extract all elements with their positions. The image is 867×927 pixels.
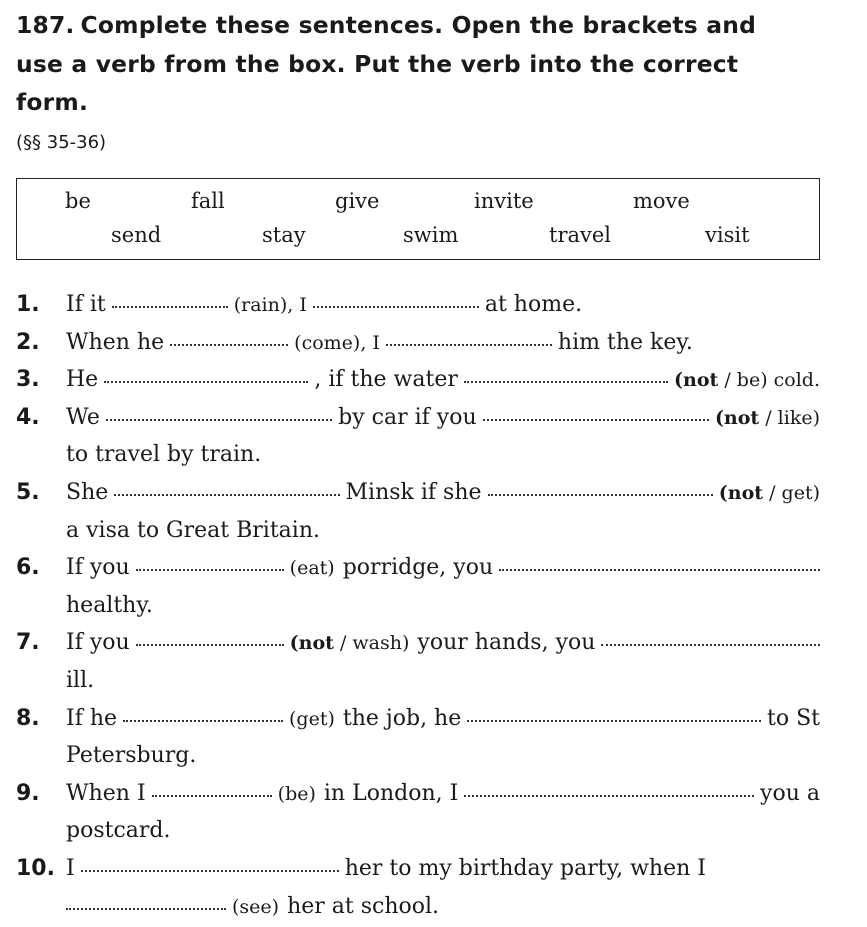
verb-hint: (rain), I <box>233 294 307 316</box>
blank[interactable] <box>464 380 668 383</box>
blank[interactable] <box>483 418 709 421</box>
item-number: 7. <box>16 630 40 656</box>
item-number: 2. <box>16 329 40 355</box>
blank[interactable] <box>152 794 272 797</box>
word-box <box>16 178 820 260</box>
blank[interactable] <box>386 343 552 346</box>
sentence-10: 10. I her to my birthday party, when I (see) her at school. <box>16 850 820 925</box>
heading-line-2: use a verb from the box. Put the verb into the correct <box>16 49 739 78</box>
continuation-text: postcard. <box>66 818 171 844</box>
blank[interactable] <box>601 643 820 646</box>
sentence-6: 6. If you (eat) porridge, you healthy. <box>16 549 820 624</box>
item-number: 9. <box>16 780 40 806</box>
exercise-number: 187. <box>16 11 75 39</box>
continuation-text: Petersburg. <box>66 743 197 769</box>
verb-hint: (eat) <box>289 557 335 580</box>
verb-hint: (not / be) cold. <box>674 369 821 392</box>
blank[interactable] <box>66 907 226 910</box>
blank[interactable] <box>136 643 284 646</box>
verb-hint: (see) <box>232 895 280 918</box>
blank[interactable] <box>114 493 339 496</box>
blank[interactable] <box>81 869 339 872</box>
word-send: send <box>111 222 162 247</box>
blank[interactable] <box>104 380 308 383</box>
item-number: 4. <box>16 404 40 430</box>
sentence-9: 9. When I (be) in London, I you a postcard. <box>16 775 820 850</box>
blank[interactable] <box>123 719 283 722</box>
word-be: be <box>65 188 91 213</box>
verb-hint: (not / wash) <box>289 632 410 655</box>
continuation-text: to travel by train. <box>66 442 262 468</box>
sentence-2: 2. When he (come), I him the key. <box>16 324 820 362</box>
blank[interactable] <box>464 794 754 797</box>
verb-hint: (come), I <box>294 331 380 354</box>
word-invite: invite <box>474 188 534 213</box>
item-number: 6. <box>16 555 40 581</box>
exercise-heading <box>16 6 820 122</box>
blank[interactable] <box>112 305 228 308</box>
blank[interactable] <box>467 719 761 722</box>
continuation-text: ill. <box>66 667 95 693</box>
sentence-7: 7. If you (not / wash) your hands, you ill. <box>16 624 820 699</box>
exercise-page <box>16 6 821 919</box>
item-number: 8. <box>16 705 40 731</box>
continuation-text: healthy. <box>66 592 153 618</box>
blank[interactable] <box>499 568 820 571</box>
word-visit: visit <box>705 222 750 247</box>
heading-line-3: form. <box>16 88 89 116</box>
blank[interactable] <box>136 568 284 571</box>
continuation-text: a visa to Great Britain. <box>66 517 320 543</box>
verb-hint: (be) <box>277 782 316 805</box>
word-travel: travel <box>549 222 612 247</box>
heading-line-1: 187. Complete these sentences. Open the brackets and <box>16 11 757 39</box>
verb-hint: (not / get) <box>718 481 820 504</box>
word-fall: fall <box>191 188 225 213</box>
word-stay: stay <box>262 222 306 247</box>
sentence-8: 8. If he (get) the job, he to St Petersburg. <box>16 700 820 775</box>
grammar-reference: (§§ 35-36) <box>16 131 107 153</box>
blank[interactable] <box>313 305 479 308</box>
item-number: 3. <box>16 367 40 393</box>
sentence-3: 3. He , if the water (not / be) cold. <box>16 361 820 399</box>
word-swim: swim <box>403 222 459 247</box>
word-move: move <box>633 188 690 213</box>
sentence-5: 5. She Minsk if she (not / get) a visa to Great Britain. <box>16 474 820 549</box>
blank[interactable] <box>106 418 332 421</box>
blank[interactable] <box>170 343 288 346</box>
blank[interactable] <box>488 493 713 496</box>
sentence-4: 4. We by car if you (not / like) to travel by train. <box>16 399 820 474</box>
item-number: 10. <box>16 855 55 881</box>
verb-hint: (not / like) <box>714 406 821 429</box>
verb-hint: (get) <box>289 707 335 730</box>
item-number: 5. <box>16 479 40 505</box>
sentence-1: 1. If it (rain), I at home. <box>16 286 820 324</box>
item-number: 1. <box>16 292 40 317</box>
sentence-list <box>16 286 820 925</box>
word-give: give <box>335 188 380 213</box>
